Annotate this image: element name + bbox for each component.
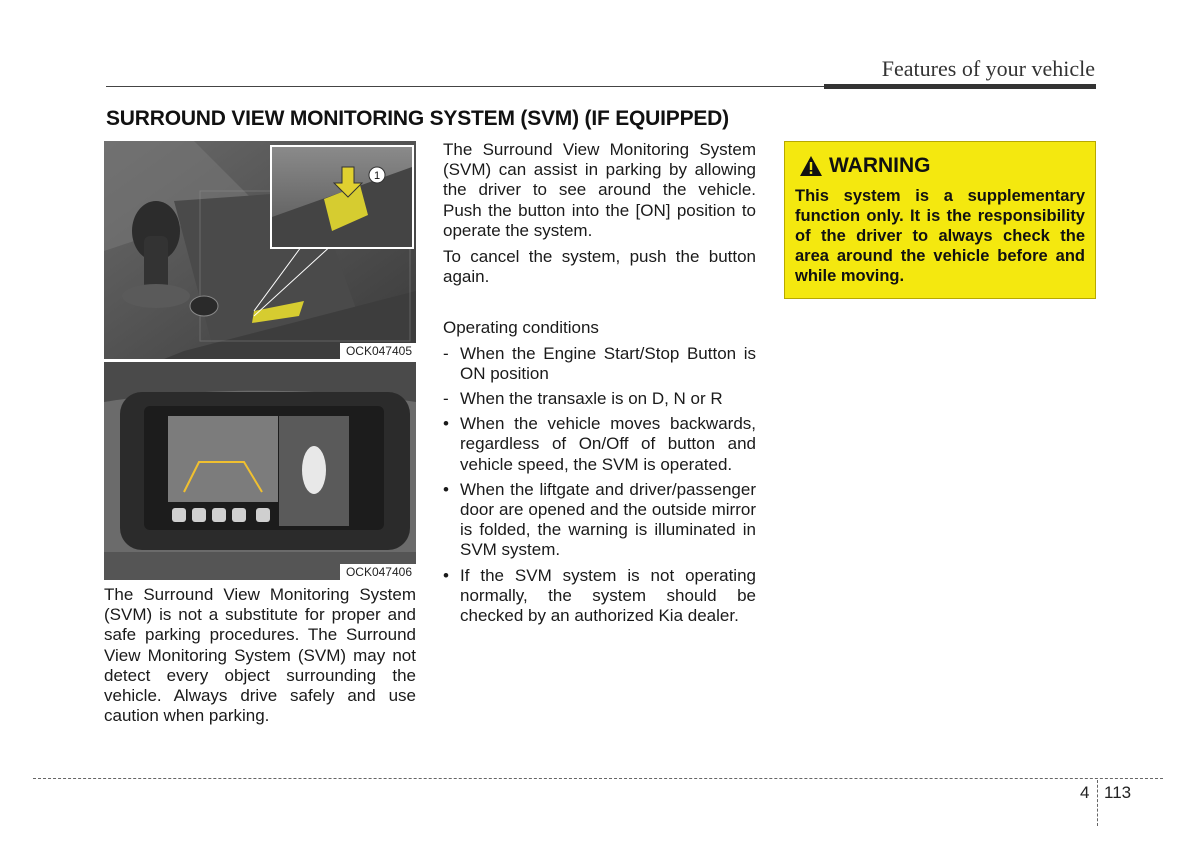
list-item bbox=[443, 566, 756, 627]
warning-title: WARNING bbox=[829, 154, 931, 177]
list-marker: • bbox=[443, 479, 449, 499]
list-marker: • bbox=[443, 414, 449, 434]
warning-text: This system is a supplementary function only. It is the responsibility of the driver to always check the area around the vehicle before and while moving. bbox=[795, 187, 1085, 285]
figure-caption: OCK047405 bbox=[340, 343, 416, 359]
warning-box bbox=[784, 141, 1096, 299]
list-marker: - bbox=[443, 343, 449, 363]
list-item-text: If the SVM system is not operating normally, the system should be checked by an authorized Kia dealer. bbox=[460, 565, 756, 626]
intro-paragraph: The Surround View Monitoring System (SVM) can assist in parking by allowing the driver to see around the vehicle. Push the button into the [ON] position to operate the system. bbox=[443, 140, 756, 240]
list-item bbox=[443, 480, 756, 561]
figure-console-photo bbox=[104, 141, 416, 359]
left-column bbox=[104, 585, 416, 726]
header-rule bbox=[106, 86, 824, 87]
figure-caption: OCK047406 bbox=[340, 564, 416, 580]
cancel-paragraph: To cancel the system, push the button again. bbox=[443, 247, 756, 287]
left-paragraph: The Surround View Monitoring System (SVM) is not a substitute for proper and safe parking procedures. The Surround View Monitoring System (SVM) may not detect every object surrounding the vehicle. Always drive safely and use caution when parking. bbox=[104, 585, 416, 726]
running-header: Features of your vehicle bbox=[881, 56, 1095, 81]
figure-inset-svm-button bbox=[270, 145, 414, 249]
list-item bbox=[443, 389, 756, 409]
list-marker: - bbox=[443, 389, 449, 409]
list-item-text: When the vehicle moves backwards, regardless of On/Off of button and vehicle speed, the SVM is operated. bbox=[460, 414, 756, 474]
conditions-heading: Operating conditions bbox=[443, 318, 599, 338]
list-item bbox=[443, 344, 756, 384]
page-number-separator bbox=[1097, 780, 1098, 826]
figure-svm-display-photo bbox=[104, 362, 416, 580]
page-number: 113 bbox=[1104, 783, 1132, 802]
list-item-text: When the liftgate and driver/passenger door are opened and the outside mirror is folded, the warning is illuminated in SVM system. bbox=[460, 479, 756, 560]
list-item-text: When the transaxle is on D, N or R bbox=[460, 389, 723, 409]
warning-heading bbox=[799, 154, 931, 178]
svm-button-detail bbox=[272, 147, 412, 247]
middle-column bbox=[443, 140, 756, 631]
display-illustration bbox=[104, 362, 416, 580]
footer-rule bbox=[33, 778, 1163, 779]
list-marker: • bbox=[443, 565, 449, 585]
list-item bbox=[443, 414, 756, 475]
chapter-number: 4 bbox=[1080, 783, 1090, 802]
header-rule-accent bbox=[824, 84, 1096, 89]
list-item-text: When the Engine Start/Stop Button is ON position bbox=[460, 343, 756, 383]
callout-number: 1 bbox=[373, 170, 381, 182]
section-title: SURROUND VIEW MONITORING SYSTEM (SVM) (IF EQUIPPED) bbox=[106, 107, 729, 130]
conditions-list bbox=[443, 344, 756, 627]
warning-triangle-icon bbox=[799, 155, 823, 177]
